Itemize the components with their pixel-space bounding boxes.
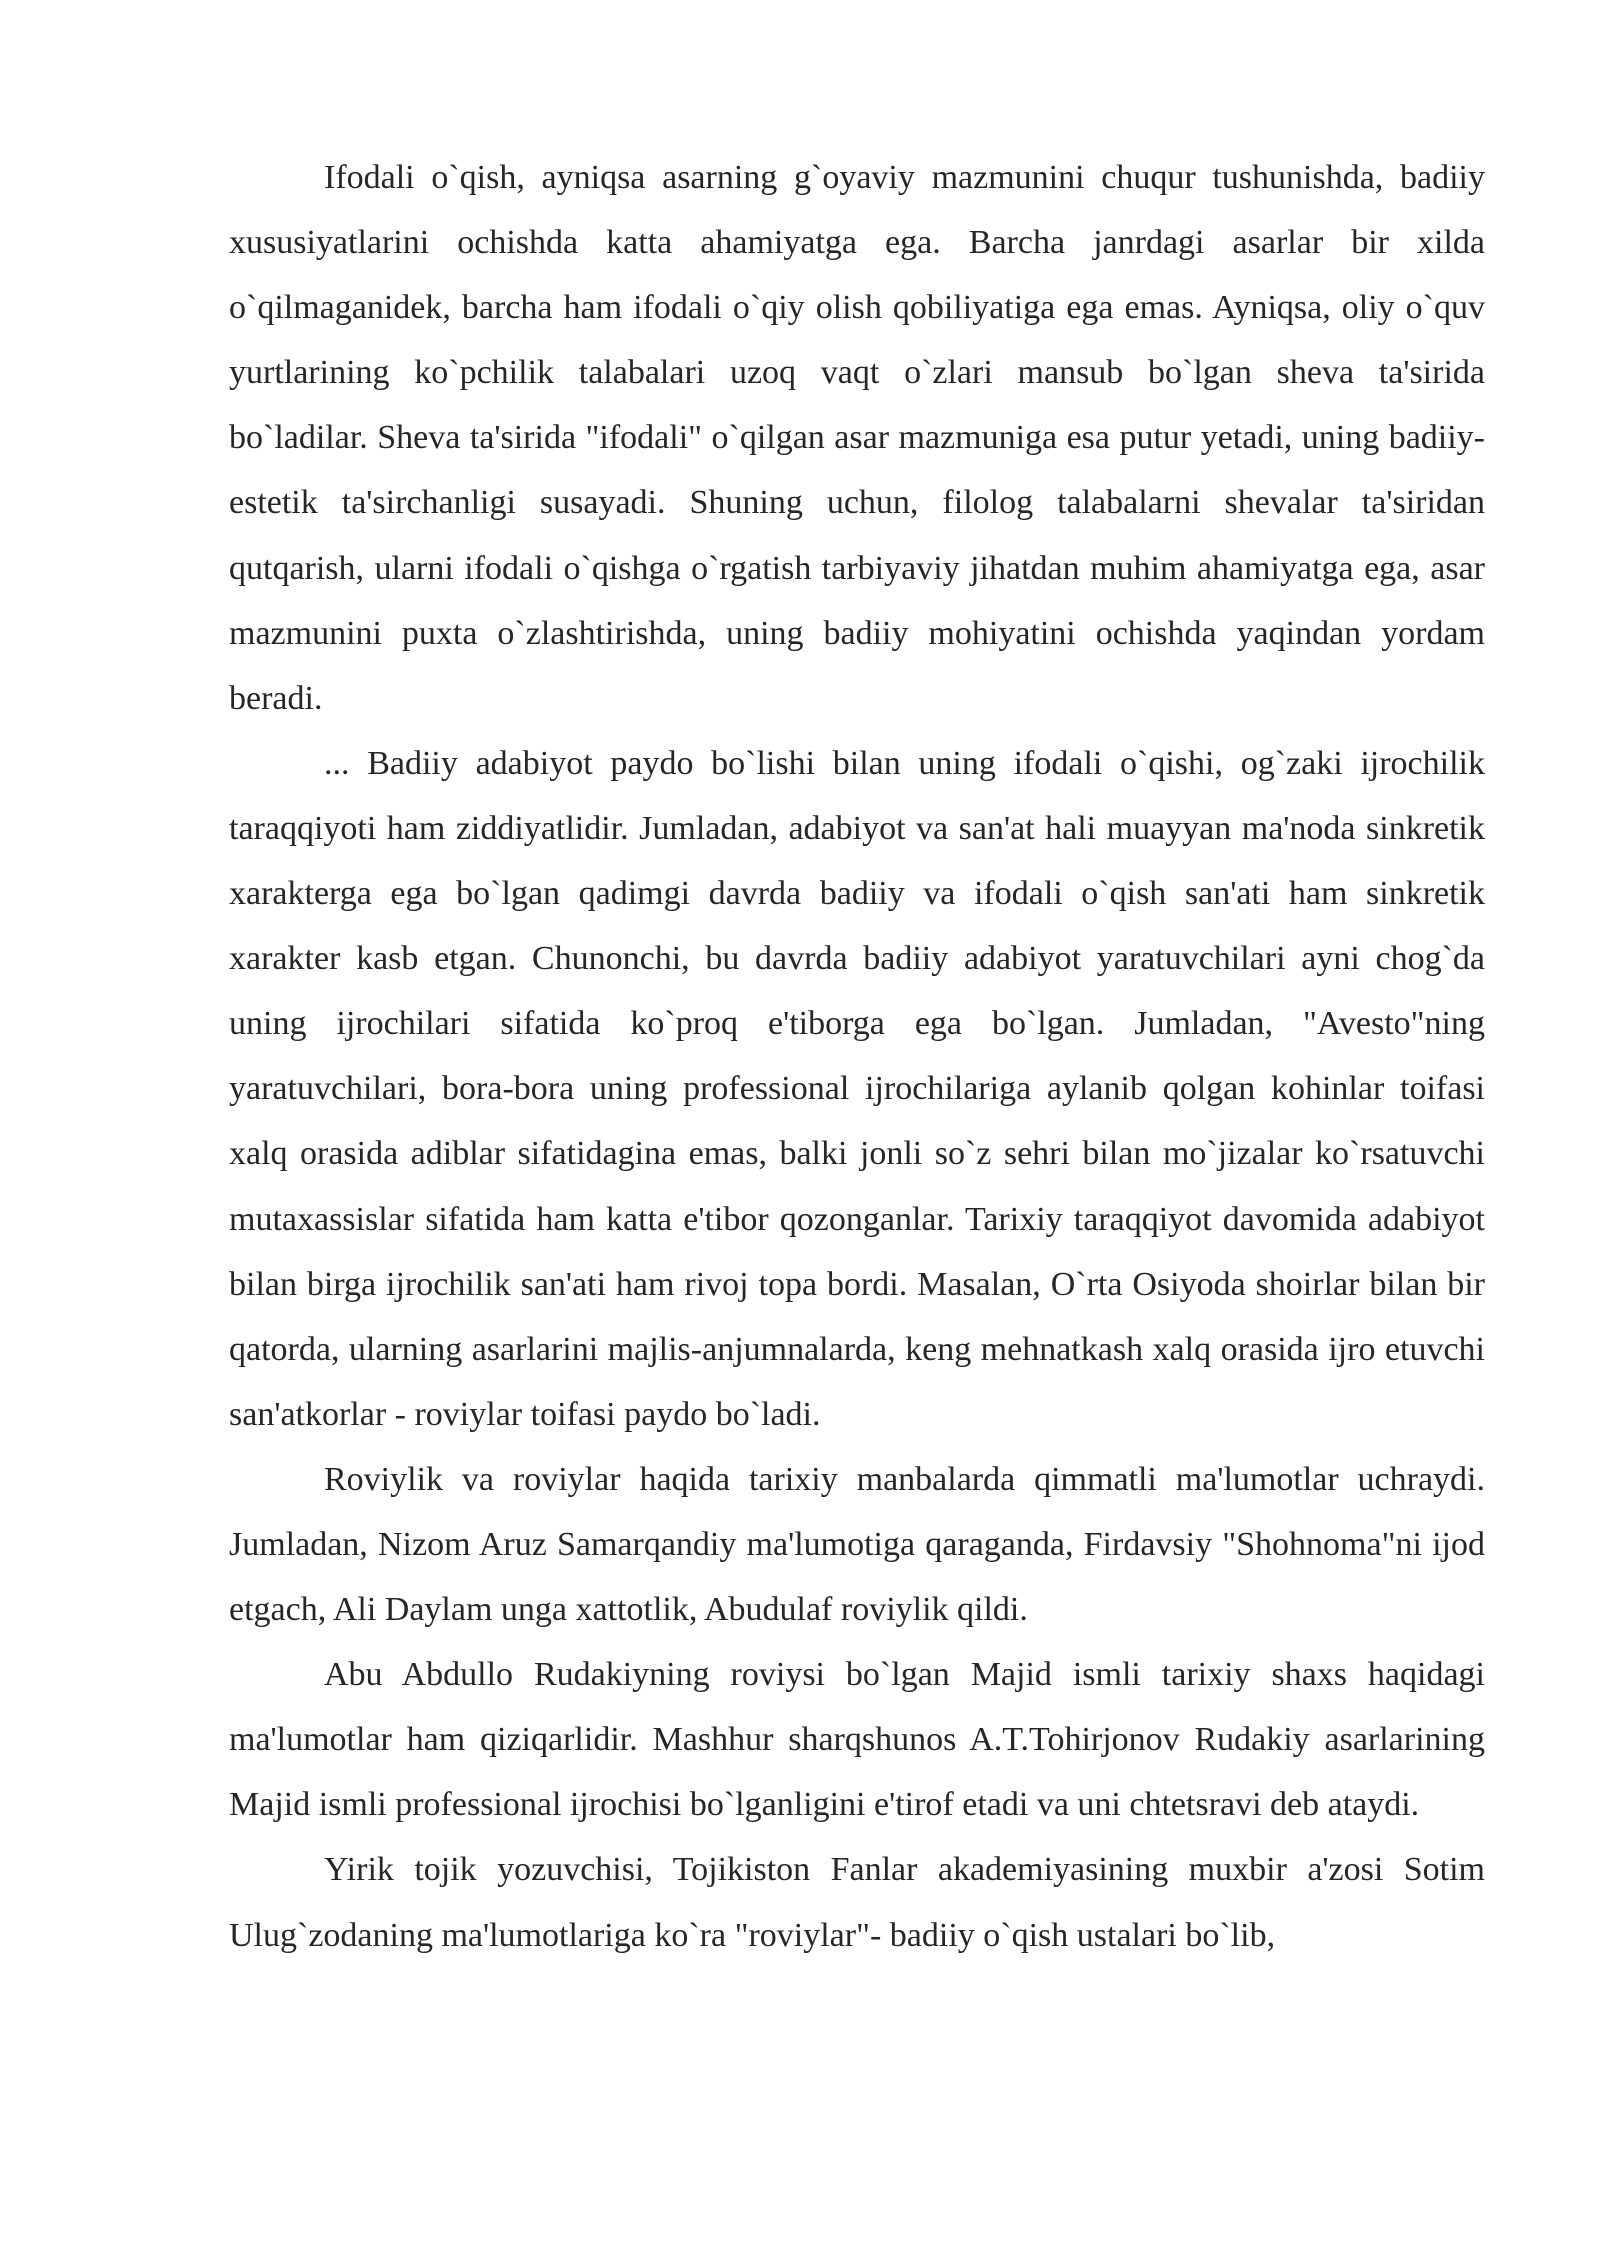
paragraph-2: ... Badiiy adabiyot paydo bo`lishi bilan uning ifodali o`qishi, og`zaki ijrochilik taraqqiyoti ham ziddiyatlidir. Jumladan, adabiyot va san'at hali muayyan ma'noda sinkretik xarakterga ega bo`lgan qadimgi davrda badiiy va ifodali o`qish san'ati ham sinkretik xarakter kasb etgan. Chunonchi, bu davrda badiiy adabiyot yaratuvchilari ayni chog`da uning ijrochilari sifatida ko`proq e'tiborga ega bo`lgan. Jumladan, "Avesto"ning yaratuvchilari, bora-bora uning professional ijrochilariga aylanib qolgan kohinlar toifasi xalq orasida adiblar sifatidagina emas, balki jonli so`z sehri bilan mo`jizalar ko`rsatuvchi mutaxassislar sifatida ham katta e'tibor qozonganlar. Tarixiy taraqqiyot davomida adabiyot bilan birga ijrochilik san'ati ham rivoj topa bordi. Masalan, O`rta Osiyoda shoirlar bilan bir qatorda, ularning asarlarini majlis-anjumnalarda, keng mehnatkash xalq orasida ijro etuvchi san'atkorlar - roviylar toifasi paydo bo`ladi. — [229, 744, 1485, 1433]
document-body — [229, 145, 1485, 1968]
paragraph-4: Abu Abdullo Rudakiyning roviysi bo`lgan Majid ismli tarixiy shaxs haqidagi ma'lumotlar ham qiziqarlidir. Mashhur sharqshunos A.T.Tohirjonov Rudakiy asarlarining Majid ismli professional ijrochisi bo`lganligini e'tirof etadi va uni chtetsravi deb ataydi. — [229, 1656, 1485, 1824]
paragraph-3: Roviylik va roviylar haqida tarixiy manbalarda qimmatli ma'lumotlar uchraydi. Jumladan, Nizom Aruz Samarqandiy ma'lumotiga qaraganda, Firdavsiy "Shohnoma"ni ijod etgach, Ali Daylam unga xattotlik, Abudulaf roviylik qildi. — [229, 1460, 1485, 1629]
paragraph-5: Yirik tojik yozuvchisi, Tojikiston Fanlar akademiyasining muxbir a'zosi Sotim Ulug`zodaning ma'lumotlariga ko`ra "roviylar"- badiiy o`qish ustalari bo`lib, — [229, 1851, 1485, 1954]
paragraph-1: Ifodali o`qish, ayniqsa asarning g`oyaviy mazmunini chuqur tushunishda, badiiy xususiyatlarini ochishda katta ahamiyatga ega. Barcha janrdagi asarlar bir xilda o`qilmaganidek, barcha ham ifodali o`qiy olish qobiliyatiga ega emas. Ayniqsa, oliy o`quv yurtlarining ko`pchilik talabalari uzoq vaqt o`zlari mansub bo`lgan sheva ta'sirida bo`ladilar. Sheva ta'sirida "ifodali" o`qilgan asar mazmuniga esa putur yetadi, uning badiiy-estetik ta'sirchanligi susayadi. Shuning uchun, filolog talabalarni shevalar ta'siridan qutqarish, ularni ifodali o`qishga o`rgatish tarbiyaviy jihatdan muhim ahamiyatga ega, asar mazmunini puxta o`zlashtirishda, uning badiiy mohiyatini ochishda yaqindan yordam beradi. — [229, 159, 1485, 717]
